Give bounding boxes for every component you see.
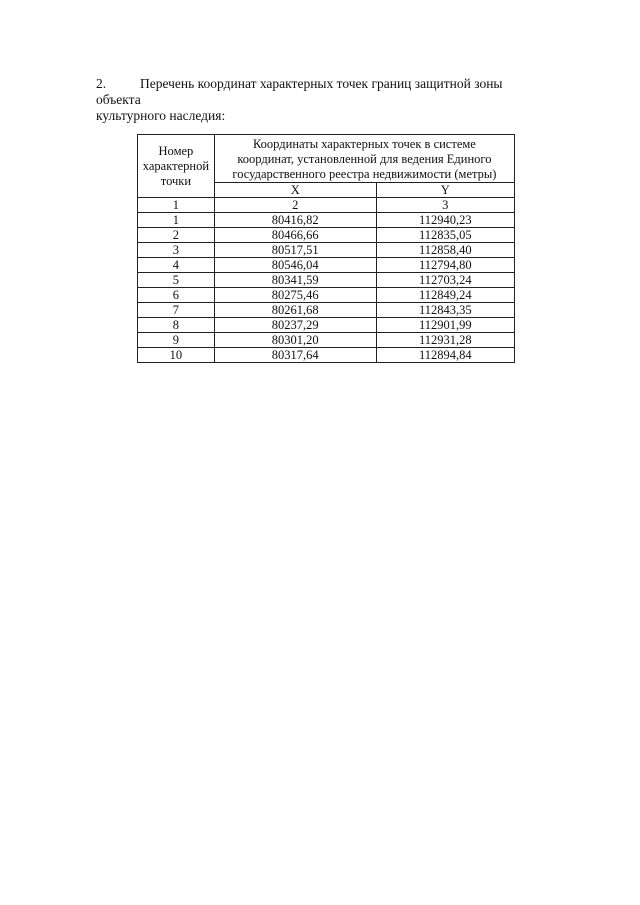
point-number-cell: 9	[138, 333, 215, 348]
point-number-cell: 8	[138, 318, 215, 333]
x-cell: 80416,82	[214, 213, 376, 228]
table-row	[138, 213, 515, 228]
header-y: Y	[376, 183, 514, 198]
y-cell: 112901,99	[376, 318, 514, 333]
x-cell: 80466,66	[214, 228, 376, 243]
y-cell: 112835,05	[376, 228, 514, 243]
header-coordinates	[214, 135, 514, 183]
point-number-cell: 1	[138, 213, 215, 228]
header-coords-line1: Координаты характерных точек в системе	[252, 137, 476, 151]
table-row	[138, 243, 515, 258]
y-cell: 112794,80	[376, 258, 514, 273]
x-cell: 80261,68	[214, 303, 376, 318]
point-number-cell: 7	[138, 303, 215, 318]
header-point-number	[138, 135, 215, 198]
section-title-line1: Перечень координат характерных точек границ защитной зоны объекта	[96, 76, 503, 107]
y-cell: 112858,40	[376, 243, 514, 258]
table-row	[138, 348, 515, 363]
x-cell: 80546,04	[214, 258, 376, 273]
y-cell: 112843,35	[376, 303, 514, 318]
table-row	[138, 258, 515, 273]
index-cell-3: 3	[376, 198, 514, 213]
header-point-line2: характерной	[142, 158, 210, 173]
table-row	[138, 288, 515, 303]
y-cell: 112703,24	[376, 273, 514, 288]
y-cell: 112849,24	[376, 288, 514, 303]
header-coords-line3: государственного реестра недвижимости (метры)	[232, 167, 497, 181]
y-cell: 112894,84	[376, 348, 514, 363]
x-cell: 80301,20	[214, 333, 376, 348]
coordinates-table	[137, 134, 515, 363]
table-index-row	[138, 198, 515, 213]
x-cell: 80317,64	[214, 348, 376, 363]
table-row	[138, 228, 515, 243]
table-row	[138, 318, 515, 333]
point-number-cell: 6	[138, 288, 215, 303]
section-heading	[96, 76, 546, 124]
point-number-cell: 3	[138, 243, 215, 258]
section-title-line2: культурного наследия:	[96, 108, 226, 123]
table-row	[138, 273, 515, 288]
table-header-row	[138, 135, 515, 183]
header-x: X	[214, 183, 376, 198]
header-point-line3: точки	[160, 173, 192, 188]
point-number-cell: 5	[138, 273, 215, 288]
header-point-line1: Номер	[158, 143, 194, 158]
index-cell-2: 2	[214, 198, 376, 213]
y-cell: 112940,23	[376, 213, 514, 228]
point-number-cell: 4	[138, 258, 215, 273]
index-cell-1: 1	[138, 198, 215, 213]
table-row	[138, 333, 515, 348]
point-number-cell: 2	[138, 228, 215, 243]
table-row	[138, 303, 515, 318]
point-number-cell: 10	[138, 348, 215, 363]
x-cell: 80517,51	[214, 243, 376, 258]
section-number: 2.	[96, 76, 107, 91]
y-cell: 112931,28	[376, 333, 514, 348]
x-cell: 80341,59	[214, 273, 376, 288]
x-cell: 80237,29	[214, 318, 376, 333]
header-coords-line2: координат, установленной для ведения Единого	[237, 152, 492, 166]
x-cell: 80275,46	[214, 288, 376, 303]
